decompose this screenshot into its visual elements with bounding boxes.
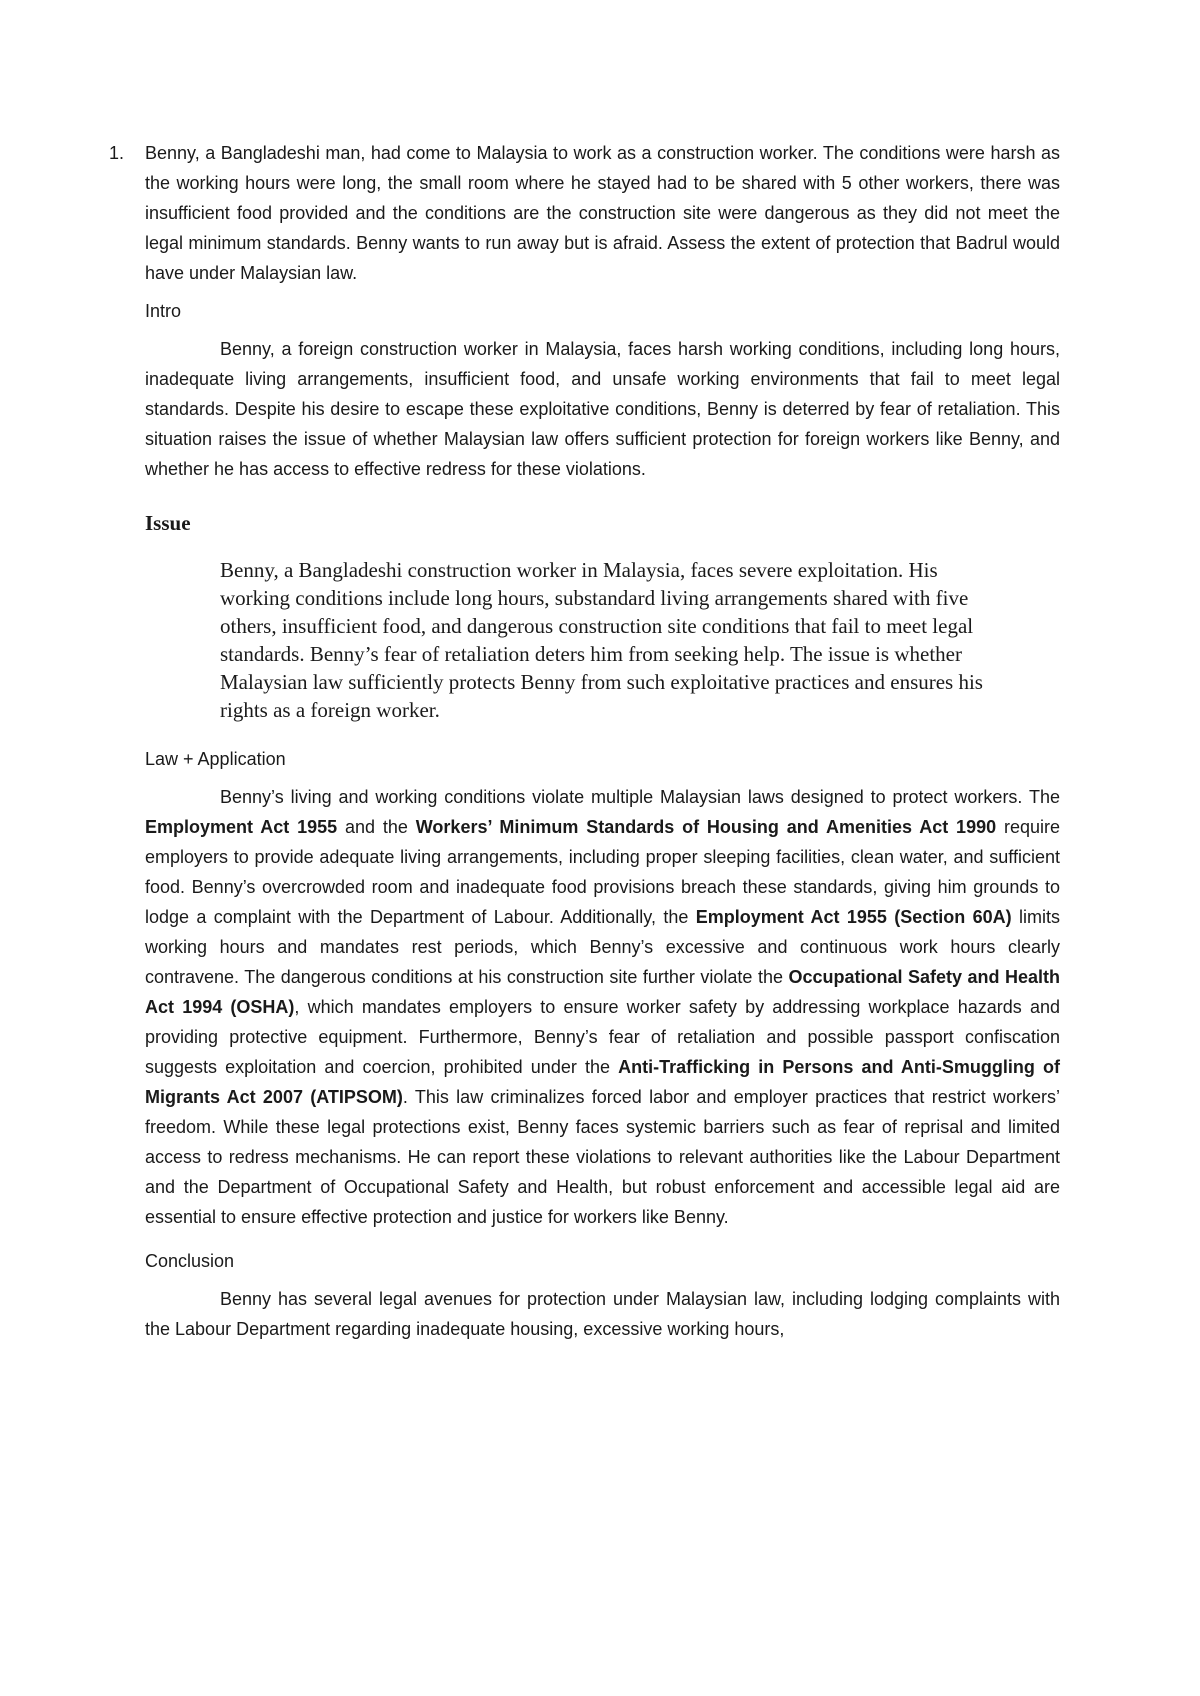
law-application-heading: Law + Application <box>145 749 286 769</box>
question-item <box>109 138 1060 288</box>
law-ref-atipsom: Anti-Trafficking in Persons and Anti-Smuggling of Migrants Act 2007 (ATIPSOM) <box>145 1057 1060 1107</box>
law-ref-employment-act: Employment Act 1955 <box>145 817 338 837</box>
law-ref-housing-act: Workers’ Minimum Standards of Housing and Amenities Act 1990 <box>415 817 997 837</box>
law-text-6: . This law criminalizes forced labor and employer practices that restrict workers’ freedom. While these legal protections exist, Benny faces systemic barriers such as fear of reprisal and limited access to redress mechanisms. He can report these violations to relevant authorities like the Labour Department and the Department of Occupational Safety and Health, but robust enforcement and accessible legal aid are essential to ensure effective protection and justice for workers like Benny. <box>145 1087 1061 1227</box>
question-text: Benny, a Bangladeshi man, had come to Malaysia to work as a construction worker. The conditions were harsh as the working hours were long, the small room where he stayed had to be shared with 5 other workers, there was insufficient food provided and the conditions are the construction site were dangerous as they did not meet the legal minimum standards. Benny wants to run away but is afraid. Assess the extent of protection that Badrul would have under Malaysian law. <box>145 143 1060 283</box>
law-text-3: require employers to provide adequate living arrangements, including proper sleeping facilities, clean water, and sufficient food. Benny’s overcrowded room and inadequate food provisions breach these standards, giving him grounds to lodge a complaint with the Department of Labour. Additionally, the <box>145 817 1060 927</box>
law-text-4: limits working hours and mandates rest periods, which Benny’s excessive and continuous work hours clearly contravene. The dangerous conditions at his construction site further violate the <box>145 907 1061 987</box>
issue-paragraph: Benny, a Bangladeshi construction worker in Malaysia, faces severe exploitation. His working conditions include long hours, substandard living arrangements shared with five others, insufficient food, and dangerous construction site conditions that fail to meet legal standards. Benny’s fear of retaliation deters him from seeking help. The issue is whether Malaysian law sufficiently protects Benny from such exploitative practices and ensures his rights as a foreign worker. <box>220 558 983 722</box>
law-ref-section-60a: Employment Act 1955 (Section 60A) <box>695 907 1012 927</box>
conclusion-heading: Conclusion <box>145 1251 235 1271</box>
conclusion-paragraph: Benny has several legal avenues for protection under Malaysian law, including lodging complaints with the Labour Department regarding inadequate housing, excessive working hours, <box>145 1289 1060 1339</box>
intro-paragraph: Benny, a foreign construction worker in Malaysia, faces harsh working conditions, including long hours, inadequate living arrangements, insufficient food, and unsafe working environments that fail to meet legal standards. Despite his desire to escape these exploitative conditions, Benny is deterred by fear of retaliation. This situation raises the issue of whether Malaysian law offers sufficient protection for foreign workers like Benny, and whether he has access to effective redress for these violations. <box>145 339 1060 479</box>
law-ref-osha: Occupational Safety and Health Act 1994 (OSHA) <box>145 967 1061 1017</box>
law-text-2: and the <box>337 817 416 837</box>
intro-heading: Intro <box>145 301 182 321</box>
document-page <box>109 138 1061 1358</box>
law-application-paragraph <box>145 782 1060 1232</box>
question-number: 1. <box>109 143 125 163</box>
law-text-1: Benny’s living and working conditions violate multiple Malaysian laws designed to protect workers. The <box>220 787 1060 807</box>
law-text-5: , which mandates employers to ensure worker safety by addressing workplace hazards and providing protective equipment. Furthermore, Benny’s fear of retaliation and possible passport confiscation suggests exploitation and coercion, prohibited under the <box>145 997 1060 1077</box>
issue-heading: Issue <box>145 511 191 535</box>
